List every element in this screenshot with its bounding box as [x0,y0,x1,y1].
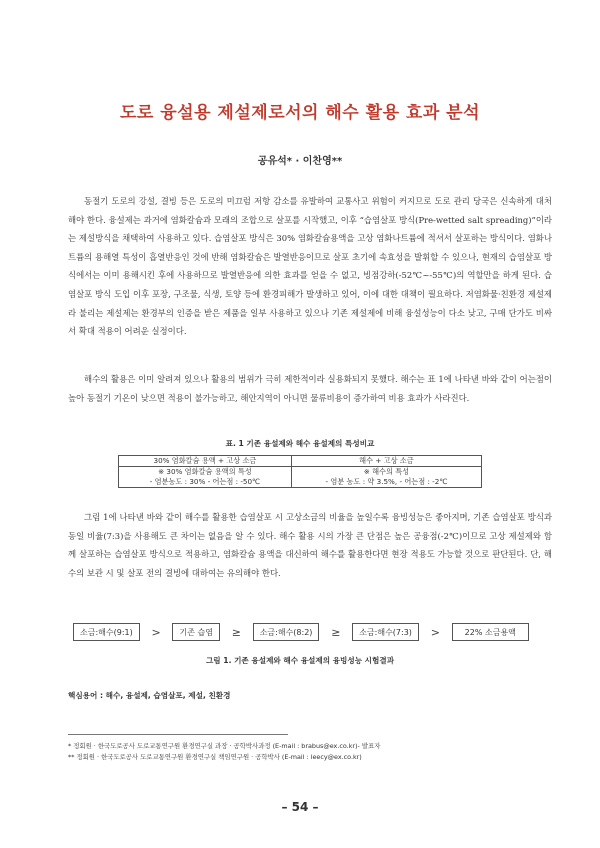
table-header-cell: 해수 + 고상 소금 [291,456,481,467]
figure-operator: > [151,625,161,639]
footnote-1: * 정회원 · 한국도로공사 도로교통연구원 환경연구실 과장 · 공학박사과정 (E-mail : brabus@ex.co.kr)- 발표자 [68,742,381,750]
paper-title: 도로 융설용 제설제로서의 해수 활용 효과 분석 [119,103,481,123]
table-header-row [119,456,482,467]
figure-operator: ≥ [231,625,241,639]
keywords: 핵심용어 : 해수, 융설제, 습염살포, 제설, 친환경 [68,691,231,700]
footnote-2: ** 정회원 · 한국도로공사 도로교통연구원 환경연구실 책임연구원 · 공학박사 (E-mail : leecy@ex.co.kr) [68,753,362,761]
table-cell: ※ 해수의 특성 [291,467,481,478]
table-caption: 표. 1 기존 융설제와 해수 융설제의 특성비교 [225,439,375,448]
table-cell: - 염분농도 : 30% - 어는점 : -50℃ [119,477,292,488]
figure-box: 소금:해수(8:2) [253,623,320,641]
table-row [119,467,482,478]
paragraph-3: 그림 1에 나타낸 바와 같이 해수를 활용한 습염살포 시 고상소금의 비율을 높일수록 융빙성능은 좋아지며, 기존 습염살포 방식과 동일 비율(7:3)을 사용해도 큰 차이는 없음을 알 수 있다. 해수 활용 시의 가장 큰 단점은 높은 공융점(-2℃)이므로 고상 제설제와 함께 살포하는 습염살포 방식으로 적용하고, 염화칼슘 용액을 대신하여 해수를 활용한다면 현장 적용도 가능할 것으로 판단된다. 단, 해수의 보관 시 및 살포 전의 결빙에 대하여는 유의해야 한다. [68,512,552,578]
figure-box: 소금:해수(9:1) [73,623,140,641]
comparison-table [118,455,482,488]
authors: 공유석* · 이찬영** [257,156,343,167]
figure-box: 소금:해수(7:3) [352,623,419,641]
figure-box: 기존 습염 [172,623,219,641]
footnote-divider [68,734,288,735]
figure-operator: ≥ [331,625,341,639]
page-number: – 54 – [281,800,319,814]
figure-operator: > [430,625,440,639]
table-row [119,477,482,488]
figure-1-flow [73,621,529,643]
paragraph-2: 해수의 활용은 이미 알려져 있으나 활용의 범위가 극히 제한적이라 실용화되지 못했다. 해수는 표 1에 나타낸 바와 같이 어는점이 높아 동절기 기온이 낮으면 적용이 불가능하고, 해안지역이 아니면 물류비용이 증가하여 비용 효과가 사라진다. [68,374,552,403]
table-cell: ※ 30% 염화칼슘 용액의 특성 [119,467,292,478]
table-cell: - 염분 농도 : 약 3.5%, - 어는점 : -2℃ [291,477,481,488]
footnotes [68,741,548,763]
figure-caption: 그림 1. 기존 융설제와 해수 융설제의 융빙성능 시험결과 [205,656,395,665]
paragraph-1: 동절기 도로의 강설, 결빙 등은 도로의 미끄럼 저항 감소를 유발하여 교통사고 위험이 커지므로 도로 관리 당국은 신속하게 대처해야 한다. 융설제는 과거에 염화칼슘과 모래의 조합으로 살포를 시작했고, 이후 “습염살포 방식(Pre-wetted salt spreading)”이라는 제설방식을 채택하여 사용하고 있다. 습염살포 방식은 30% 염화칼슘용액을 고상 염화나트륨에 적셔서 살포하는 방식이다. 염화나트륨의 용해열 특성이 흡열반응인 것에 반해 염화칼슘은 발열반응이므로 살포 초기에 속효성을 발휘할 수 있으나, 현재의 습염살포 방식에서는 이미 용해시킨 후에 사용하므로 발열반응에 의한 효과를 얻을 수 없고, 빙점강하(-52℃~-55℃)의 역할만을 하게 된다. 습염살포 방식 도입 이후 포장, 구조물, 식생, 토양 등에 환경피해가 발생하고 있어, 이에 대한 대책이 필요하다. 저염화물·친환경 제설제라 불리는 제설제는 환경부의 인증을 받은 제품을 일부 사용하고 있으나 기존 제설제에 비해 융설성능이 다소 낮고, 구매 단가도 비싸서 확대 적용이 어려운 실정이다. [68,196,552,337]
figure-box: 22% 소금용액 [452,623,529,641]
table-header-cell: 30% 염화칼슘 용액 + 고상 소금 [119,456,292,467]
